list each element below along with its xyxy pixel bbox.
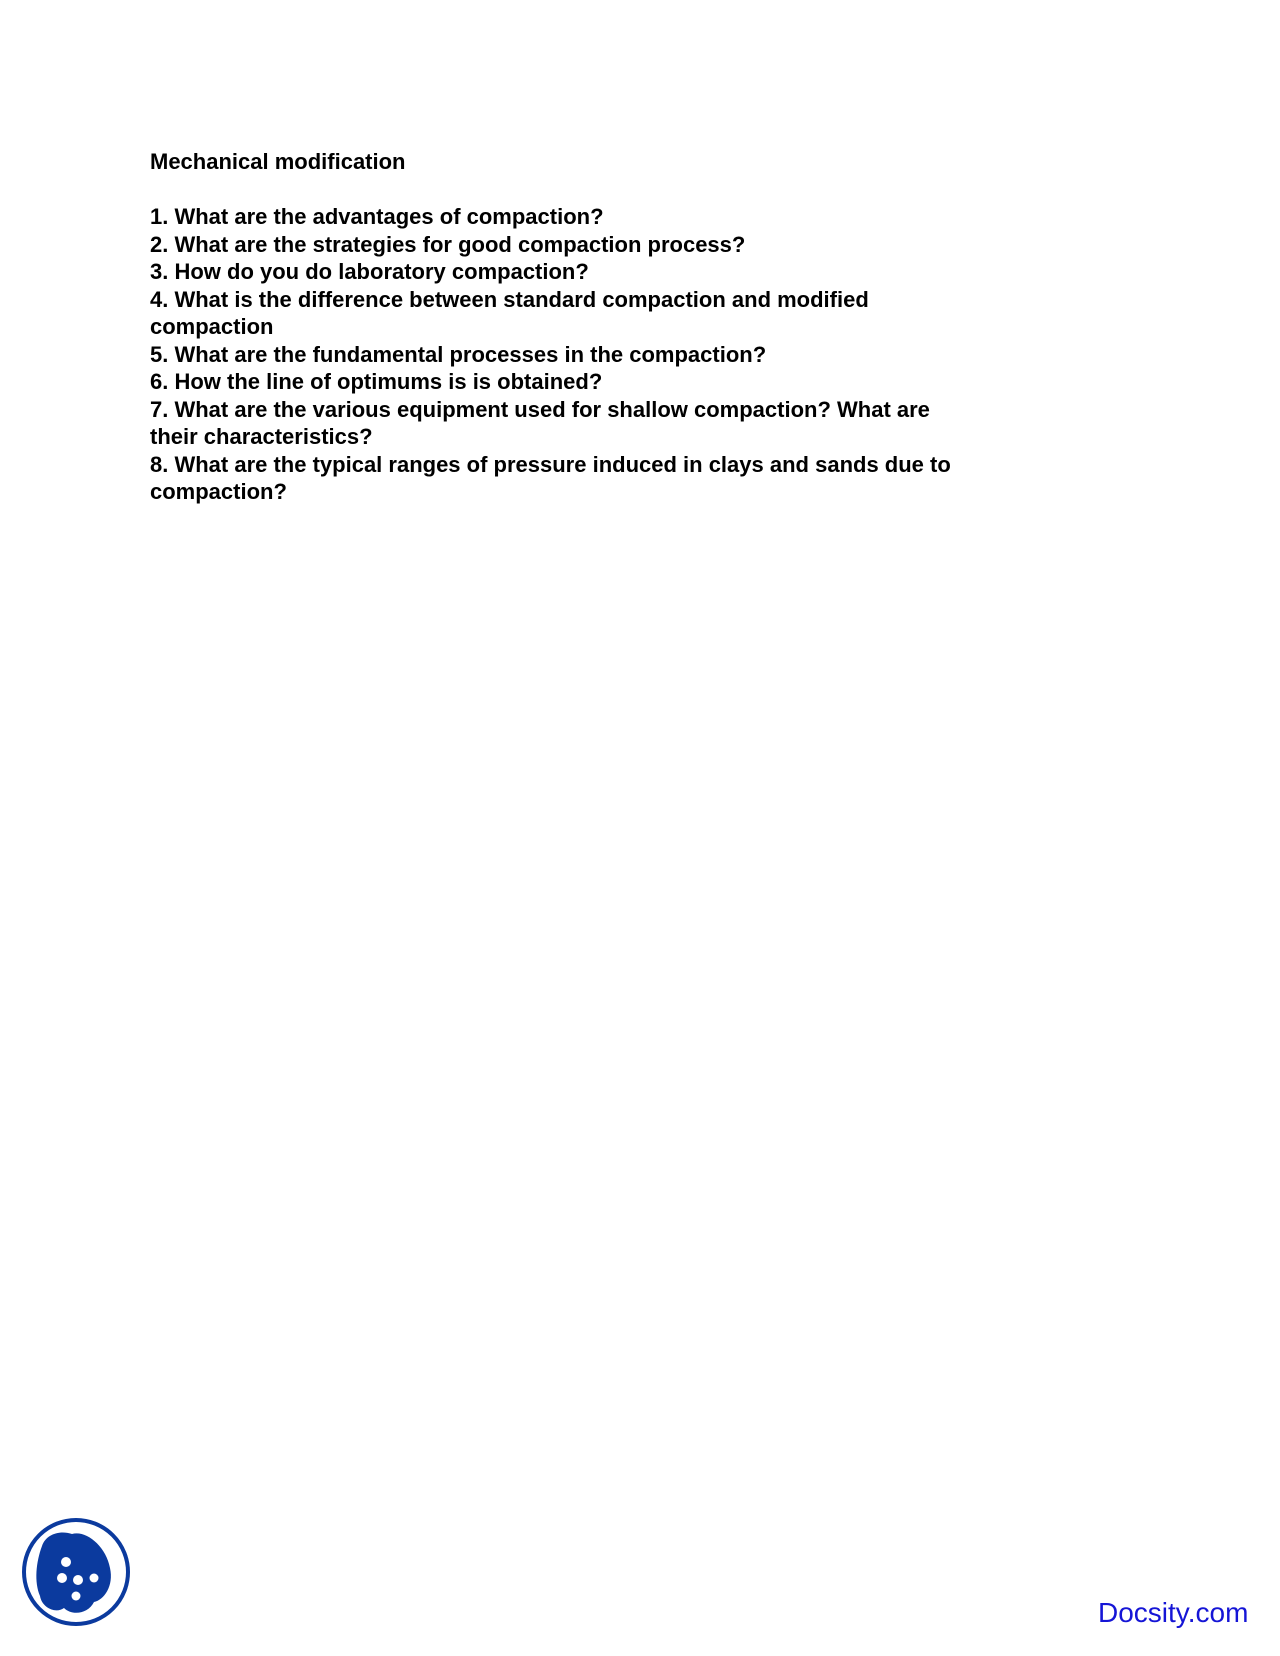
question-line: 1. What are the advantages of compaction? [150, 204, 604, 229]
question-line: 2. What are the strategies for good compaction process? [150, 231, 746, 257]
question-line: 8. What are the typical ranges of pressure induced in clays and sands due to [150, 451, 951, 477]
question-line: 5. What are the fundamental processes in the compaction? [150, 341, 767, 367]
question-line: 4. What is the difference between standard compaction and modified [150, 286, 869, 312]
docsity-logo-icon[interactable] [20, 1516, 132, 1628]
docsity-link[interactable]: Docsity.com [1098, 1597, 1249, 1628]
question-line: their characteristics? [150, 424, 373, 449]
question-line: compaction? [150, 479, 287, 504]
document-heading: Mechanical modification [150, 149, 406, 174]
question-line: compaction [150, 314, 274, 339]
question-line: 6. How the line of optimums is is obtained? [150, 369, 603, 394]
question-list [150, 203, 1030, 506]
question-line: 3. How do you do laboratory compaction? [150, 259, 589, 284]
question-line: 7. What are the various equipment used for shallow compaction? What are [150, 396, 930, 422]
